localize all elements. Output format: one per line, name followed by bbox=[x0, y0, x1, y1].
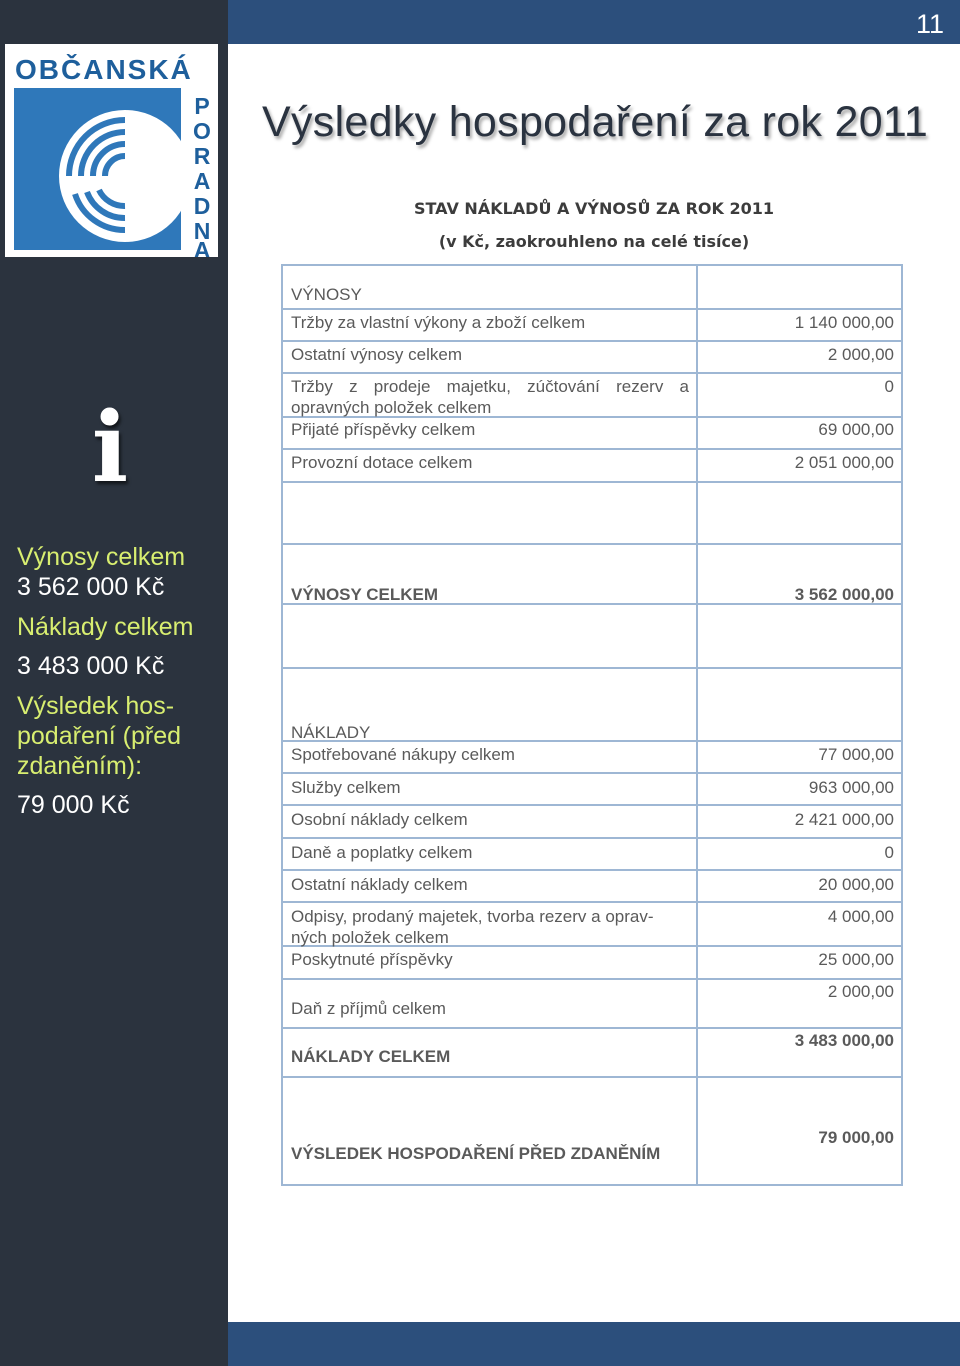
summary-result-value: 79 000 Kč bbox=[17, 791, 130, 819]
svg-text:D: D bbox=[193, 193, 211, 219]
summary-costs-value: 3 483 000 Kč bbox=[17, 652, 165, 680]
table-row-value: 2 000,00 bbox=[827, 982, 894, 1001]
row-divider bbox=[283, 837, 901, 839]
row-divider bbox=[283, 772, 901, 774]
table-row-value: 0 bbox=[884, 377, 894, 396]
table-row-label: Tržby za vlastní výkony a zboží celkem bbox=[291, 313, 586, 332]
info-icon: i bbox=[91, 391, 129, 504]
svg-text:P: P bbox=[194, 93, 210, 119]
table-row-label: Poskytnuté příspěvky bbox=[291, 950, 453, 969]
table-row-value: 69 000,00 bbox=[818, 420, 894, 439]
income-total-value: 3 562 000,00 bbox=[794, 585, 894, 604]
table-row-value: 4 000,00 bbox=[827, 907, 894, 926]
table-row-value: 1 140 000,00 bbox=[794, 313, 894, 332]
table-row-value: 2 421 000,00 bbox=[794, 810, 894, 829]
bottom-bar bbox=[228, 1322, 960, 1366]
row-divider bbox=[283, 901, 901, 903]
row-divider bbox=[283, 543, 901, 545]
summary-result-label-line3: zdaněním): bbox=[17, 752, 143, 780]
summary-income-value: 3 562 000 Kč bbox=[17, 573, 165, 601]
svg-text:N: N bbox=[193, 218, 211, 244]
row-divider bbox=[283, 1027, 901, 1029]
table-row-label-line2: ných položek celkem bbox=[291, 928, 449, 947]
table-row-label: Osobní náklady celkem bbox=[291, 810, 468, 829]
top-bar bbox=[228, 0, 960, 44]
table-row-label: Ostatní výnosy celkem bbox=[291, 345, 463, 364]
table-row-value: 2 000,00 bbox=[827, 345, 894, 364]
table-heading: STAV NÁKLADŮ A VÝNOSŮ ZA ROK 2011 bbox=[413, 199, 774, 218]
row-divider bbox=[283, 667, 901, 669]
row-divider bbox=[283, 481, 901, 483]
table-row-label-line1: Odpisy, prodaný majetek, tvorba rezerv a oprav- bbox=[291, 907, 654, 926]
obcanska-poradna-logo bbox=[5, 44, 218, 257]
table-row-label: Daň z příjmů celkem bbox=[291, 999, 446, 1018]
table-subheading: (v Kč, zaokrouhleno na celé tisíce) bbox=[438, 232, 750, 251]
summary-result-label-line2: podaření (před bbox=[17, 722, 182, 750]
table-row-value: 77 000,00 bbox=[818, 745, 894, 764]
financial-table bbox=[281, 264, 903, 1186]
page-number: 11 bbox=[915, 9, 944, 39]
costs-section-header: NÁKLADY bbox=[291, 723, 371, 742]
svg-text:O: O bbox=[193, 118, 211, 144]
income-total-label: VÝNOSY CELKEM bbox=[291, 585, 439, 604]
page-title: Výsledky hospodaření za rok 2011 bbox=[262, 98, 929, 146]
svg-text:A: A bbox=[193, 237, 211, 257]
table-row-value: 25 000,00 bbox=[818, 950, 894, 969]
table-row-value: 2 051 000,00 bbox=[794, 453, 894, 472]
income-section-header: VÝNOSY bbox=[291, 285, 362, 304]
row-divider bbox=[283, 372, 901, 374]
result-value: 79 000,00 bbox=[818, 1128, 894, 1147]
column-divider bbox=[696, 266, 698, 1184]
costs-total-value: 3 483 000,00 bbox=[794, 1031, 894, 1050]
table-row-label: Ostatní náklady celkem bbox=[291, 875, 468, 894]
table-row-value: 0 bbox=[884, 843, 894, 862]
table-row-label: Provozní dotace celkem bbox=[291, 453, 473, 472]
table-row-value: 963 000,00 bbox=[808, 778, 894, 797]
summary-result-label-line1: Výsledek hos- bbox=[17, 692, 175, 720]
logo-text-top: OBČANSKÁ bbox=[15, 54, 193, 85]
table-row-label: Spotřebované nákupy celkem bbox=[291, 745, 515, 764]
table-row-label: Tržby z prodeje majetku, zúčtování rezerv a opravných položek celkem bbox=[291, 377, 689, 417]
table-row-label: Služby celkem bbox=[291, 778, 401, 797]
row-divider bbox=[283, 340, 901, 342]
table-row-label: Daně a poplatky celkem bbox=[291, 843, 473, 862]
costs-total-label: NÁKLADY CELKEM bbox=[291, 1047, 451, 1066]
row-divider bbox=[283, 869, 901, 871]
row-divider bbox=[283, 804, 901, 806]
row-divider bbox=[283, 978, 901, 980]
row-divider bbox=[283, 448, 901, 450]
table-row-label: Přijaté příspěvky celkem bbox=[291, 420, 476, 439]
row-divider bbox=[283, 308, 901, 310]
result-label: VÝSLEDEK HOSPODAŘENÍ PŘED ZDANĚNÍM bbox=[291, 1144, 661, 1163]
summary-income-label: Výnosy celkem bbox=[17, 543, 186, 571]
table-row-value: 20 000,00 bbox=[818, 875, 894, 894]
svg-text:R: R bbox=[193, 143, 211, 169]
svg-text:A: A bbox=[193, 168, 211, 194]
row-divider bbox=[283, 1076, 901, 1078]
summary-costs-label: Náklady celkem bbox=[17, 613, 194, 641]
